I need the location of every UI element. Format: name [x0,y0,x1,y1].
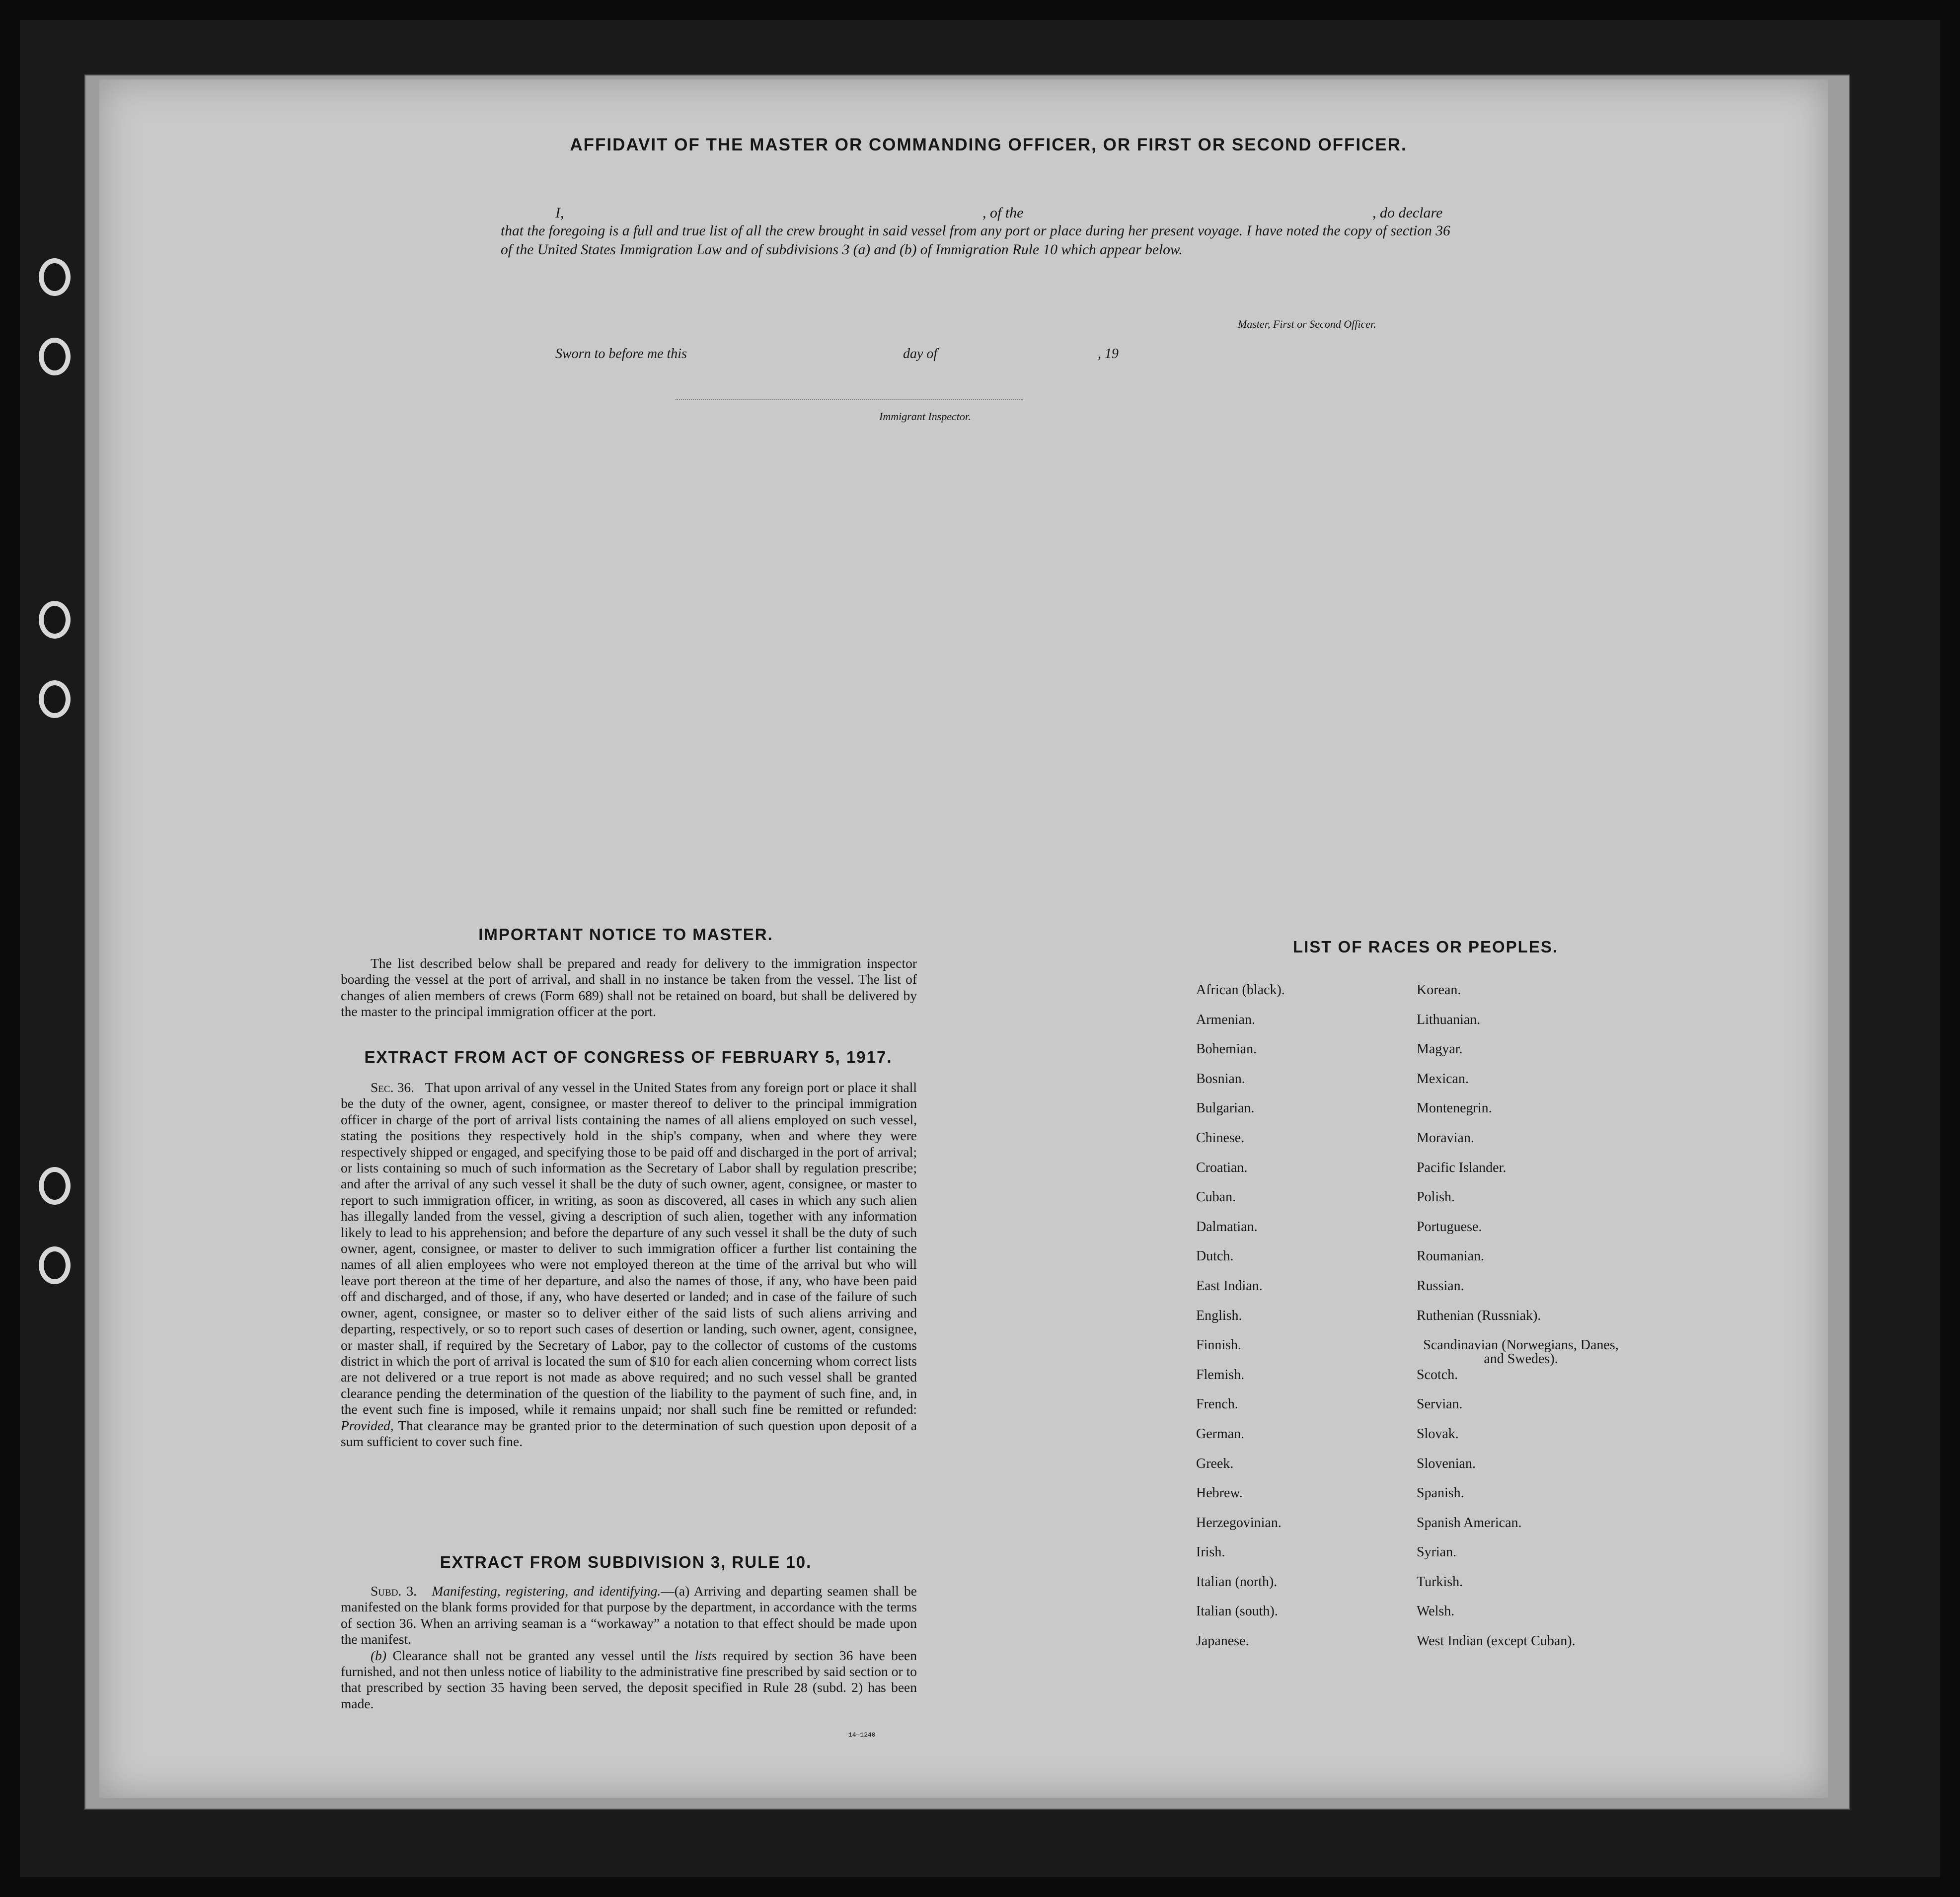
notice-text: The list described below shall be prepared and ready for delivery to the immigration inspector boarding the vessel at the port of arrival, and shall in no instance be taken from the vessel. The list of changes of alien members of crews (Form 689) shall not be retained on board, but shall be delivered by the master to the principal immigration officer at the port. [341,955,917,1020]
subdivision-b-text-2: required by section 36 have been furnished, and not then unless notice of liability to the administrative fine prescribed by said section or to that prescribed by section 35 having been served, the deposit specified in Rule 28 (subd. 2) has been made. [341,1647,917,1711]
binder-hole-icon [39,680,71,718]
lists-word: lists [694,1647,717,1663]
race-item: Moravian. [1417,1130,1474,1146]
binder-hole-icon [39,338,71,375]
subdivision-b [341,1648,917,1712]
race-item: Italian (north). [1196,1574,1278,1590]
race-item: Irish. [1196,1544,1225,1560]
race-item: Spanish. [1417,1485,1464,1501]
subdivision-b-label: (b) [371,1647,387,1663]
inspector-signature-line [676,399,1023,400]
race-item: Herzegovinian. [1196,1515,1282,1531]
race-item: Spanish American. [1417,1515,1522,1531]
section-36-body: That upon arrival of any vessel in the United States from any foreign port or place it shall be the duty of the owner, agent, consignee, or master thereof to deliver to the principal immigration officer in charge of the port of arrival lists containing the names of all aliens employed on such vessel, stating the positions they respectively hold in the ship's company, when and where they were respectively shipped or engaged, and specifying those to be paid off and discharged in the port of arrival; or lists containing so much of such information as the Secretary of Labor shall by regulation prescribe; and after the arrival of any such vessel it shall be the duty of such owner, agent, consignee, or master to report to such immigration officer, in writing, as soon as discovered, all cases in which any such alien has illegally landed from the vessel, giving a description of such alien, together with any information likely to lead to his apprehension; and before the departure of any such vessel it shall be the duty of such owner, agent, consignee, or master to deliver to such immigration officer a further list containing the names of all alien employees who were not employed thereon at the time of the arrival but who will leave port thereon at the time of her departure, and also the names of those, if any, who have been paid off and discharged, and of those, if any, who have deserted or landed; and in case of the failure of such owner, agent, consignee, or master so to deliver either of the said lists of such aliens arriving and departing, respectively, or so to report such cases of desertion or landing, such owner, agent, consignee, or master shall, if required by the Secretary of Labor, pay to the collector of customs of the customs district in which the port of arrival is located the sum of $10 for each alien concerning whom correct lists are not delivered or a true report is not made as above required; and no such vessel shall be granted clearance pending the determination of the question of the liability to the payment of such fine, and, in the event such fine is imposed, while it remains unpaid; nor shall such fine be remitted or refunded: [341,1080,917,1417]
section-36-end: That clearance may be granted prior to the determination of such question upon deposit of a sum sufficient to cover such fine. [341,1417,917,1449]
race-item: Slovak. [1417,1426,1459,1442]
race-item: Ruthenian (Russniak). [1417,1308,1541,1323]
race-item: French. [1196,1396,1238,1412]
section-label: Sec. 36. [371,1080,415,1095]
race-item: Scandinavian (Norwegians, Danes, and Swedes). [1423,1337,1619,1367]
race-item: Greek. [1196,1456,1234,1471]
race-item: Armenian. [1196,1012,1255,1027]
provided-word: Provided, [341,1417,394,1433]
affidavit-title: AFFIDAVIT OF THE MASTER OR COMMANDING OFFICER, OR FIRST OR SECOND OFFICER. [570,135,1407,154]
subdivision-a [341,1583,917,1648]
race-item: Japanese. [1196,1633,1249,1649]
race-item: Croatian. [1196,1160,1248,1175]
race-item: West Indian (except Cuban). [1417,1633,1576,1649]
race-item: Korean. [1417,982,1461,998]
race-item: Syrian. [1417,1544,1457,1560]
race-item: Montenegrin. [1417,1100,1492,1116]
subdivision-b-text-1: Clearance shall not be granted any vessel until the [392,1647,689,1663]
subdivision-heading: Manifesting, registering, and identifying. [432,1583,661,1599]
race-item: Flemish. [1196,1367,1245,1383]
race-item: Portuguese. [1417,1219,1482,1235]
race-item: Dutch. [1196,1248,1234,1264]
day-of: day of [903,346,938,362]
affidavit-i: I, [555,205,564,221]
binder-hole-icon [39,1167,71,1205]
binder-hole-icon [39,601,71,639]
subdivision-label: Subd. 3. [371,1583,417,1599]
race-item: Russian. [1417,1278,1464,1294]
race-item: Lithuanian. [1417,1012,1481,1027]
race-item: African (black). [1196,982,1285,998]
race-item: Pacific Islander. [1417,1160,1507,1175]
binder-hole-icon [39,1246,71,1284]
master-signature-label: Master, First or Second Officer. [1238,318,1376,330]
rule-10-text [341,1583,917,1712]
race-item: Cuban. [1196,1189,1236,1205]
act-extract-title: EXTRACT FROM ACT OF CONGRESS OF FEBRUARY 5, 1917. [364,1048,893,1066]
year-field: , 19 [1098,346,1119,362]
sworn-before: Sworn to before me this [555,346,687,362]
rule-extract-title: EXTRACT FROM SUBDIVISION 3, RULE 10. [440,1553,812,1571]
affidavit-declaration: that the foregoing is a full and true list of all the crew brought in said vessel from any port or place during her present voyage. I have noted the copy of section 36 of the United States Immigration Law and of subdivisions 3 (a) and (b) of Immigration Rule 10 which appear below. [501,223,1450,258]
race-item: Turkish. [1417,1574,1463,1590]
race-item: Bulgarian. [1196,1100,1255,1116]
form-number: 14—1240 [848,1731,876,1739]
race-item: Scotch. [1417,1367,1458,1383]
race-item: Mexican. [1417,1071,1469,1087]
notice-title: IMPORTANT NOTICE TO MASTER. [478,925,773,944]
race-item: Welsh. [1417,1604,1455,1619]
race-item: Roumanian. [1417,1248,1485,1264]
race-item: Chinese. [1196,1130,1245,1146]
race-item: Magyar. [1417,1041,1463,1057]
race-item: Polish. [1417,1189,1455,1205]
section-36-text [341,1080,917,1450]
inspector-label: Immigrant Inspector. [879,410,971,423]
race-item: Hebrew. [1196,1485,1243,1501]
race-item: Bohemian. [1196,1041,1257,1057]
race-item: Dalmatian. [1196,1219,1258,1235]
race-item: Servian. [1417,1396,1463,1412]
race-item: Slovenian. [1417,1456,1476,1471]
affidavit-of-the: , of the [982,205,1024,221]
affidavit-do-declare: , do declare [1372,205,1443,221]
race-item: English. [1196,1308,1242,1323]
races-title: LIST OF RACES OR PEOPLES. [1292,938,1559,956]
races-left-column [1196,983,1285,1664]
race-item: Finnish. [1196,1337,1242,1353]
race-item: Italian (south). [1196,1604,1278,1619]
races-right-column [1417,983,1625,1664]
race-item: German. [1196,1426,1245,1442]
binder-hole-icon [39,258,71,296]
race-item: Bosnian. [1196,1071,1245,1087]
subdivision-a-text: —(a) Arriving and departing seamen shall be manifested on the blank forms provided for that purpose by the department, in accordance with the terms of section 36. When an arriving seaman is a “workaway” a notation to that effect should be made upon the manifest. [341,1583,917,1647]
race-item: East Indian. [1196,1278,1263,1294]
